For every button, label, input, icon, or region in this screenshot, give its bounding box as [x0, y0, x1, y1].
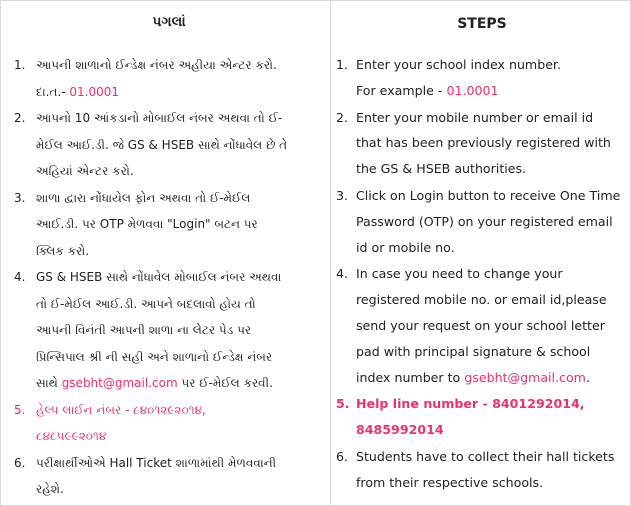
- step-number: 5.: [336, 396, 350, 412]
- step-text: ક્લિક કરો.: [36, 243, 90, 258]
- step-text: GS & HSEB સાથે નોંધાવેલ મોબાઈલ નંબર અથવા: [36, 270, 282, 284]
- english-step-5: [336, 391, 628, 443]
- gujarati-steps-column: [14, 0, 324, 503]
- step-text: id or mobile no.: [356, 239, 455, 255]
- step-text: સાથે: [36, 376, 62, 390]
- step-number: 4.: [14, 270, 26, 284]
- gujarati-steps-list: [14, 52, 324, 503]
- helpline-text: ૮૪૮૫૯૯૨૦૧૪: [36, 429, 107, 443]
- english-heading: STEPS: [457, 16, 507, 32]
- step-number: 6.: [14, 455, 26, 470]
- step-number: 1.: [14, 58, 26, 72]
- helpline-text: Help line number - 8401292014,: [356, 396, 585, 412]
- step-text: Password (OTP) on your registered email: [356, 213, 613, 229]
- step-text: In case you need to change your: [356, 266, 563, 282]
- support-email-link[interactable]: gsebht@gmail.com: [61, 376, 178, 390]
- step-text: આપની શાળાનો ઈન્ડેક્ષ નંબર અહીયા એન્ટર કરો.: [36, 58, 277, 72]
- step-text: the GS & HSEB authorities.: [356, 161, 527, 177]
- step-text: આપનો 10 આંકડાનો મોબાઈલ નંબર અથવા તો ઈ-: [36, 111, 283, 125]
- gujarati-step-1: [14, 52, 324, 105]
- step-number: 2.: [14, 111, 26, 125]
- step-text: For example -: [356, 82, 447, 98]
- example-index-number: 01.0001: [69, 84, 120, 99]
- support-email-link[interactable]: gsebht@gmail.com: [464, 369, 586, 385]
- step-number: 2.: [336, 109, 349, 125]
- step-text: .: [585, 369, 590, 385]
- gujarati-heading: પગલાં: [152, 14, 186, 30]
- step-text: registered mobile no. or email id,please: [356, 292, 607, 308]
- step-text: index number to: [356, 369, 465, 385]
- gujarati-step-5: [14, 397, 324, 450]
- step-number: 3.: [14, 190, 26, 205]
- step-number: 1.: [336, 57, 349, 72]
- step-text: રહેશે.: [36, 482, 64, 496]
- step-text: Enter your school index number.: [356, 57, 561, 72]
- step-text: આઈ.ડી. પર OTP મેળવવા "Login" બટન પર: [36, 217, 258, 231]
- gujarati-step-6: [14, 450, 324, 503]
- english-steps-list: [336, 52, 628, 496]
- step-text: દા.ત.-: [36, 84, 70, 99]
- step-number: 3.: [336, 187, 349, 203]
- step-number: 4.: [336, 266, 349, 282]
- english-step-3: [336, 183, 628, 260]
- step-number: 6.: [336, 448, 349, 464]
- step-number: 5.: [14, 402, 26, 417]
- step-text: pad with principal signature & school: [356, 343, 591, 359]
- step-text: અહિયાં એન્ટર કરો.: [36, 164, 134, 178]
- step-text: આપની વિનંતી આપની શાળા ના લેટર પેડ પર: [36, 323, 252, 337]
- step-text: તો ઈ-મેઈલ આઈ.ડી. આપને બદલાવો હોય તો: [36, 296, 256, 311]
- column-divider: [330, 0, 331, 506]
- gujarati-step-3: [14, 185, 324, 265]
- step-text: Enter your mobile number or email id: [356, 109, 594, 125]
- english-step-4: [336, 261, 628, 390]
- example-index-number: 01.0001: [446, 82, 499, 98]
- gujarati-step-2: [14, 105, 324, 185]
- english-steps-column: [336, 0, 628, 497]
- step-text: પ્રિન્સિપાલ શ્રી ની સહી અને શાળાનો ઈન્ડેક્ષ નંબર: [36, 349, 273, 364]
- step-text: પર ઈ-મેઈલ કરવી.: [177, 376, 273, 390]
- gujarati-step-4: [14, 264, 324, 397]
- english-step-1: [336, 52, 628, 104]
- helpline-text: 8485992014: [356, 422, 444, 438]
- step-text: Click on Login button to receive One Time: [356, 187, 621, 203]
- step-text: that has been previously registered with: [356, 135, 611, 151]
- english-step-6: [336, 444, 628, 496]
- step-text: Students have to collect their hall tickets: [356, 448, 615, 464]
- step-text: મેઈલ આઈ.ડી. જે GS & HSEB સાથે નોંધાવેલ છે તે: [36, 137, 288, 152]
- step-text: from their respective schools.: [356, 474, 544, 490]
- step-text: શાળા દ્વારા નોંધાયેલ ફોન અથવા તો ઈ-મેઈલ: [36, 190, 251, 205]
- english-step-2: [336, 105, 628, 182]
- step-text: send your request on your school letter: [356, 317, 605, 333]
- helpline-text: હેલ્પ લાઈન નંબર - ૮૪૦૧૨૯૨૦૧૪,: [36, 402, 206, 417]
- step-text: પરીક્ષાર્થીઓએ Hall Ticket શાળામાંથી મેળવવાની: [36, 455, 277, 470]
